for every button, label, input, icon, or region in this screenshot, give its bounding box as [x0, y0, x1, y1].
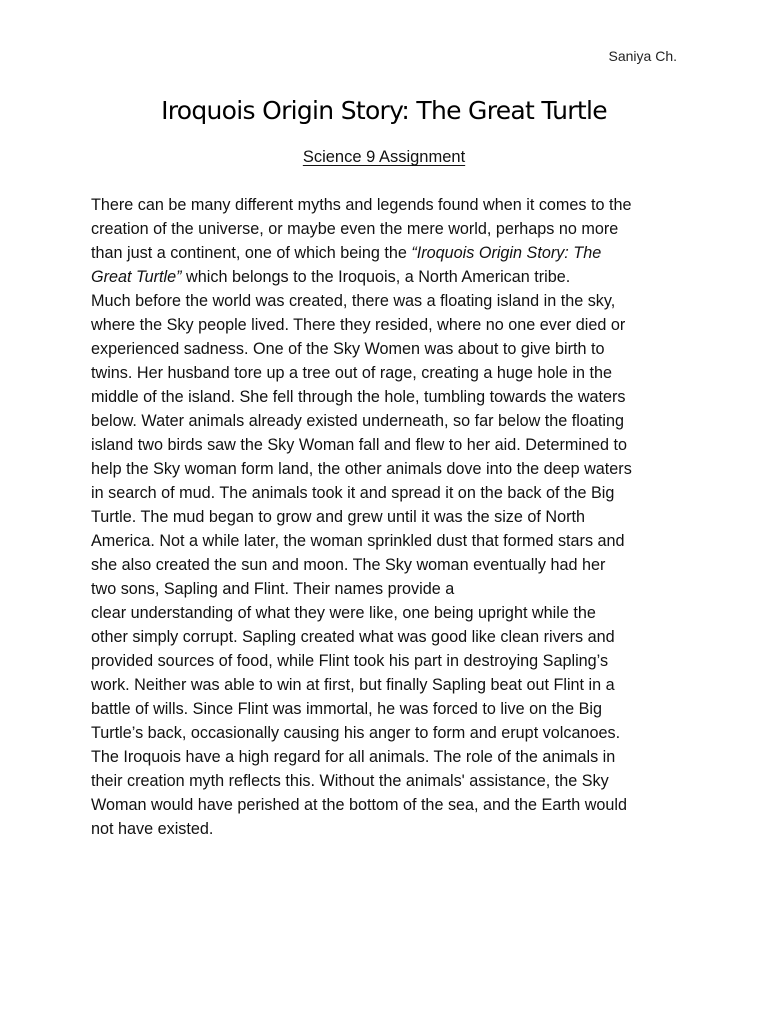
body-line: [91, 769, 691, 793]
body-line-text: island two birds saw the Sky Woman fall and flew to her aid. Determined to: [91, 436, 627, 454]
body-line: [91, 505, 691, 529]
body-line-text: other simply corrupt. Sapling created what was good like clean rivers and: [91, 628, 615, 646]
body-line-text: middle of the island. She fell through the hole, tumbling towards the waters: [91, 388, 626, 406]
body-line-text: than just a continent, one of which being the: [91, 244, 412, 262]
document-subtitle: Science 9 Assignment: [302, 148, 466, 166]
document-body: [91, 193, 691, 841]
body-line: [91, 793, 691, 817]
body-line: [91, 241, 691, 265]
body-line-italic: “Iroquois Origin Story: The: [411, 244, 602, 262]
body-line: [91, 409, 691, 433]
body-line-text: where the Sky people lived. There they resided, where no one ever died or: [91, 316, 626, 334]
body-line-text: Turtle. The mud began to grow and grew until it was the size of North: [91, 508, 585, 526]
body-line: [91, 289, 691, 313]
body-line-text: work. Neither was able to win at first, but finally Sapling beat out Flint in a: [91, 676, 615, 694]
body-line-text: she also created the sun and moon. The Sky woman eventually had her: [91, 556, 606, 574]
document-title: Iroquois Origin Story: The Great Turtle: [161, 96, 607, 125]
body-line: [91, 481, 691, 505]
body-line-text: Turtle’s back, occasionally causing his anger to form and erupt volcanoes.: [91, 724, 621, 742]
body-line: [91, 457, 691, 481]
body-line: [91, 193, 691, 217]
body-line-text: help the Sky woman form land, the other animals dove into the deep waters: [91, 460, 632, 478]
body-line: [91, 721, 691, 745]
body-line-text: not have existed.: [91, 820, 214, 838]
body-line: [91, 217, 691, 241]
body-line: [91, 337, 691, 361]
body-line: [91, 601, 691, 625]
body-line-text: which belongs to the Iroquois, a North American tribe.: [181, 268, 571, 286]
body-line: [91, 529, 691, 553]
body-line-text: Much before the world was created, there was a floating island in the sky,: [91, 292, 616, 310]
body-line: [91, 625, 691, 649]
body-line-text: twins. Her husband tore up a tree out of rage, creating a huge hole in the: [91, 364, 613, 382]
body-line-text: clear understanding of what they were like, one being upright while the: [91, 604, 596, 622]
body-line-text: in search of mud. The animals took it and spread it on the back of the Big: [91, 484, 615, 502]
body-line-text: experienced sadness. One of the Sky Women was about to give birth to: [91, 340, 605, 358]
body-line-text: battle of wills. Since Flint was immortal, he was forced to live on the Big: [91, 700, 603, 718]
body-line: [91, 265, 691, 289]
body-line-text: their creation myth reflects this. Without the animals' assistance, the Sky: [91, 772, 609, 790]
body-line-italic: Great Turtle”: [91, 268, 182, 286]
body-line: [91, 745, 691, 769]
body-line-text: below. Water animals already existed underneath, so far below the floating: [91, 412, 624, 430]
body-line-text: There can be many different myths and legends found when it comes to the: [91, 196, 632, 214]
body-line: [91, 649, 691, 673]
body-line-text: Woman would have perished at the bottom of the sea, and the Earth would: [91, 796, 628, 814]
body-line: [91, 313, 691, 337]
body-line-text: America. Not a while later, the woman sprinkled dust that formed stars and: [91, 532, 625, 550]
body-line: [91, 433, 691, 457]
body-line-text: two sons, Sapling and Flint. Their names provide a: [91, 580, 455, 598]
body-line-text: provided sources of food, while Flint took his part in destroying Sapling’s: [91, 652, 609, 670]
body-line-text: The Iroquois have a high regard for all animals. The role of the animals in: [91, 748, 616, 766]
body-line: [91, 697, 691, 721]
body-line: [91, 817, 691, 841]
body-line: [91, 577, 691, 601]
body-line: [91, 553, 691, 577]
author-name: Saniya Ch.: [608, 48, 677, 64]
body-line-text: creation of the universe, or maybe even the mere world, perhaps no more: [91, 220, 619, 238]
body-line: [91, 673, 691, 697]
body-line: [91, 361, 691, 385]
body-line: [91, 385, 691, 409]
